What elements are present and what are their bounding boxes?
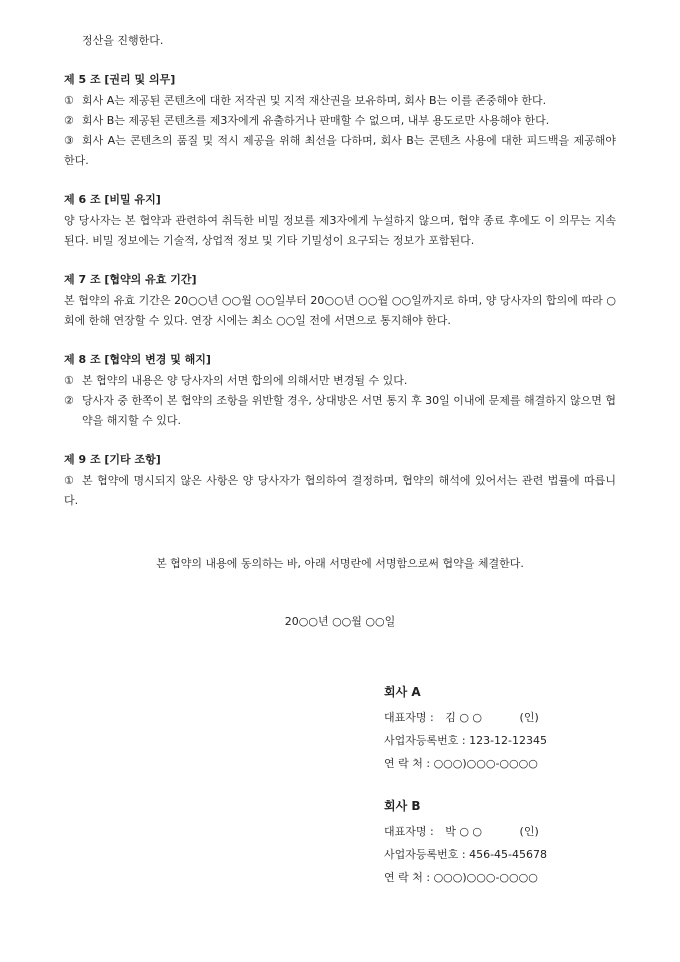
party-name: 회사 A [384,685,421,699]
item-number: ① [64,374,74,387]
article-title: 제 5 조 [권리 및 의무] [64,73,176,86]
item-number: ② [64,114,74,127]
registration-row [384,729,644,752]
article-title: 제 8 조 [협약의 변경 및 해지] [64,353,211,366]
item-number: ② [64,394,74,407]
party-b-block [384,796,644,889]
representative-value: 김 ○ ○ [445,711,483,724]
representative-row [384,820,644,843]
article-paragraph: 본 협약의 유효 기간은 20○○년 ○○월 ○○일부터 20○○년 ○○월 ○○일까지로 하며, 양 당사자의 합의에 따라 ○회에 한해 연장할 수 있다. 연장 시에는 최소 ○○일 전에 서면으로 통지해야 한다. [64,294,616,327]
item-text: 본 협약의 내용은 양 당사자의 서면 합의에 의해서만 변경될 수 있다. [82,374,408,387]
article-7 [64,270,616,331]
article-item [64,131,616,171]
contact-label: 연 락 처 : [384,871,431,884]
article-paragraph: 양 당사자는 본 협약과 관련하여 취득한 비밀 정보를 제3자에게 누설하지 않으며, 협약 종료 후에도 이 의무는 지속된다. 비밀 정보에는 기술적, 상업적 정보 및 기타 기밀성이 요구되는 정보가 포함된다. [64,214,616,247]
contact-label: 연 락 처 : [384,757,431,770]
contact-row [384,866,644,889]
contact-value: ○○○)○○○-○○○○ [433,871,538,884]
party-a-block [384,682,644,775]
closing-statement: 본 협약의 내용에 동의하는 바, 아래 서명란에 서명함으로써 협약을 체결한다. [156,557,524,570]
party-name: 회사 B [384,799,421,813]
article-item [64,471,616,511]
contact-row [384,752,644,775]
article-item [64,111,616,131]
article-title: 제 9 조 [기타 조항] [64,453,161,466]
articles-body [64,70,616,530]
item-text: 회사 A는 콘텐츠의 품질 및 적시 제공을 위해 최선을 다하며, 회사 B는 콘텐츠 사용에 대한 피드백을 제공해야 한다. [64,134,616,167]
registration-label: 사업자등록번호 : [384,734,466,747]
article-8 [64,350,616,431]
article-item [64,371,616,391]
item-number: ③ [64,134,74,147]
article-item [64,91,616,111]
item-number: ① [64,474,74,487]
article-6 [64,190,616,251]
representative-label: 대표자명 : [384,825,434,838]
registration-row [384,843,644,866]
seal-mark: (인) [519,825,539,838]
signing-date: 20○○년 ○○월 ○○일 [284,615,396,628]
article-item [64,391,616,431]
registration-label: 사업자등록번호 : [384,848,466,861]
intro-line: 정산을 진행한다. [82,34,164,47]
item-text: 회사 B는 제공된 콘텐츠를 제3자에게 유출하거나 판매할 수 없으며, 내부 용도로만 사용해야 한다. [82,114,550,127]
article-9 [64,450,616,511]
contact-value: ○○○)○○○-○○○○ [433,757,538,770]
item-number: ① [64,94,74,107]
representative-row [384,706,644,729]
representative-label: 대표자명 : [384,711,434,724]
article-title: 제 6 조 [비밀 유지] [64,193,161,206]
registration-value: 456-45-45678 [469,848,548,861]
item-text: 본 협약에 명시되지 않은 사항은 양 당사자가 협의하여 결정하며, 협약의 해석에 있어서는 관련 법률에 따릅니다. [64,474,616,507]
registration-value: 123-12-12345 [469,734,548,747]
representative-value: 박 ○ ○ [445,825,483,838]
seal-mark: (인) [519,711,539,724]
article-title: 제 7 조 [협약의 유효 기간] [64,273,197,286]
item-text: 회사 A는 제공된 콘텐츠에 대한 저작권 및 지적 재산권을 보유하며, 회사 B는 이를 존중해야 한다. [82,94,547,107]
article-5 [64,70,616,171]
item-text: 당사자 중 한쪽이 본 협약의 조항을 위반할 경우, 상대방은 서면 통지 후 30일 이내에 문제를 해결하지 않으면 협약을 해지할 수 있다. [82,394,616,427]
